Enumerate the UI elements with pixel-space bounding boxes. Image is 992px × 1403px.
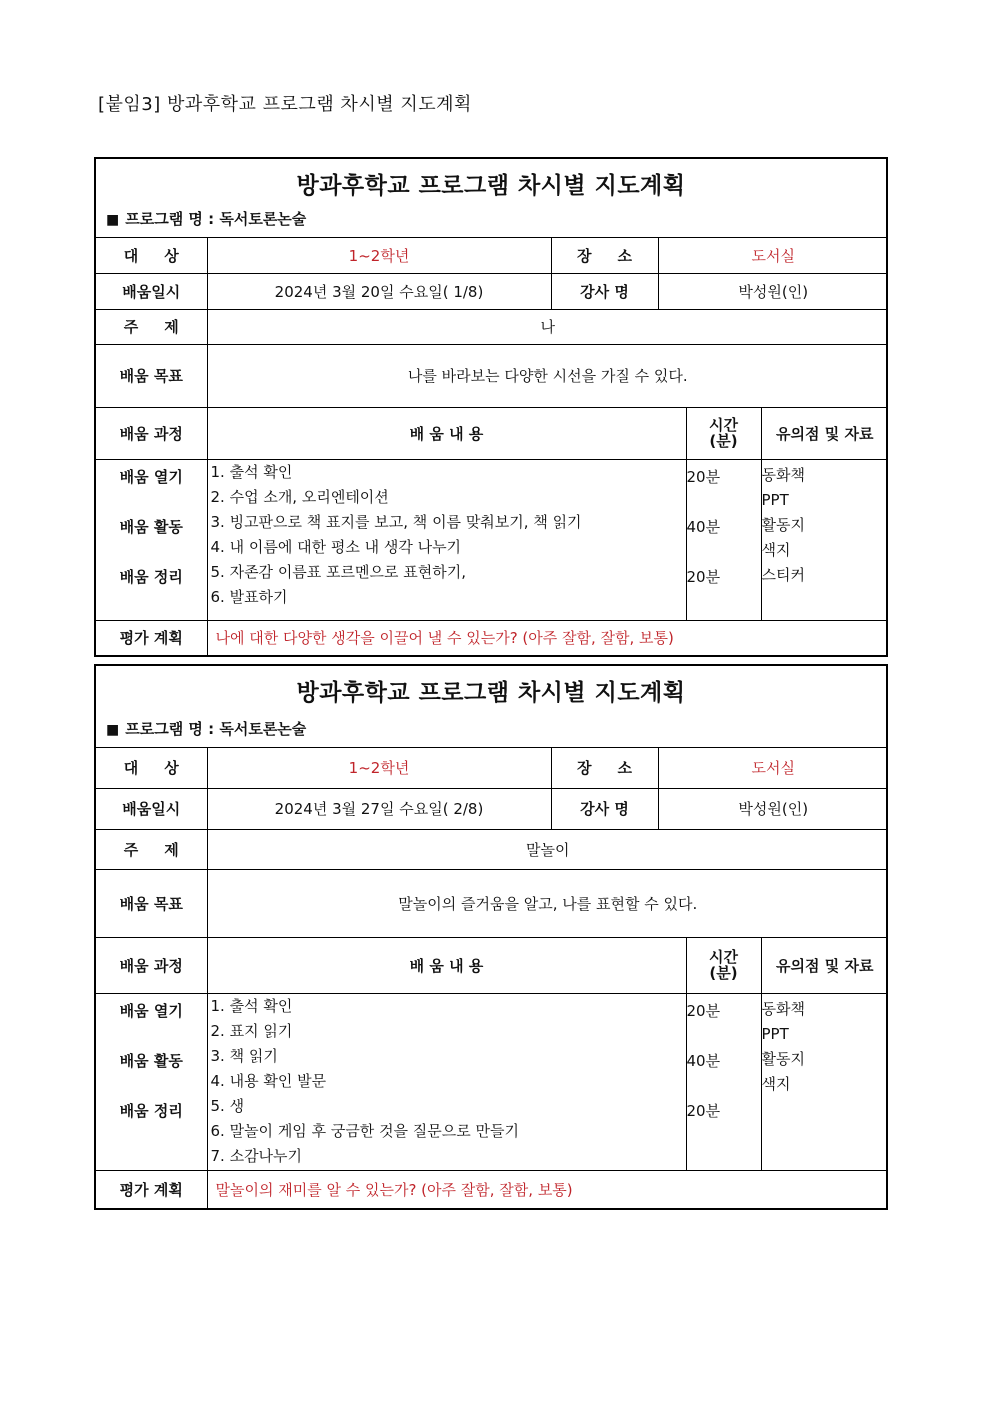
place-value: 도서실 <box>658 238 888 273</box>
goal-label: 배움 목표 <box>96 869 207 937</box>
list-item: 활동지 <box>761 515 805 534</box>
materials-cell <box>761 993 888 1170</box>
list-item: PPT <box>761 490 789 509</box>
date-value: 2024년 3월 20일 수요일( 1/8) <box>207 273 551 309</box>
list-item: 스티커 <box>761 565 805 584</box>
instructor-value: 박성원(인) <box>658 273 888 309</box>
evaluation-label: 평가 계획 <box>96 1170 207 1208</box>
goal-value: 말놀이의 즐거움을 알고, 나를 표현할 수 있다. <box>207 869 888 937</box>
content-cell <box>207 459 686 620</box>
time-value: 20분 <box>686 567 721 586</box>
list-item: 2. 표지 읽기 <box>210 1021 293 1040</box>
plan-table <box>96 748 888 1208</box>
phase-activity: 배움 활동 <box>119 1051 183 1070</box>
phase-close: 배움 정리 <box>119 567 183 586</box>
goal-label: 배움 목표 <box>96 344 207 407</box>
topic-label: 주 제 <box>96 309 207 344</box>
program-name <box>106 718 306 739</box>
topic-label: 주 제 <box>96 829 207 869</box>
list-item: 5. 자존감 이름표 포르멘으로 표현하기, <box>210 562 467 581</box>
list-item: 6. 발표하기 <box>210 587 288 606</box>
time-header: 시간 (분) <box>686 407 761 459</box>
list-item: PPT <box>761 1024 789 1043</box>
plan-header <box>96 159 886 238</box>
instructor-label: 강사 명 <box>551 273 658 309</box>
time-cell <box>686 993 761 1170</box>
time-value: 20분 <box>686 1101 721 1120</box>
list-item: 동화책 <box>761 465 805 484</box>
plan-title: 방과후학교 프로그램 차시별 지도계획 <box>296 680 686 706</box>
notes-header: 유의점 및 자료 <box>761 937 888 993</box>
list-item: 6. 말놀이 게임 후 궁금한 것을 질문으로 만들기 <box>210 1121 520 1140</box>
time-header: 시간 (분) <box>686 937 761 993</box>
process-header: 배움 과정 <box>96 407 207 459</box>
instructor-label: 강사 명 <box>551 788 658 829</box>
list-item: 4. 내 이름에 대한 평소 내 생각 나누기 <box>210 537 462 556</box>
process-cell <box>96 459 207 620</box>
phase-open: 배움 열기 <box>119 467 183 486</box>
goal-value: 나를 바라보는 다양한 시선을 가질 수 있다. <box>207 344 888 407</box>
plan-table <box>96 238 888 655</box>
place-label: 장 소 <box>551 238 658 273</box>
list-item: 색지 <box>761 1074 791 1093</box>
target-value: 1~2학년 <box>207 748 551 788</box>
list-item: 3. 책 읽기 <box>210 1046 278 1065</box>
target-label: 대 상 <box>96 238 207 273</box>
date-label: 배움일시 <box>96 788 207 829</box>
notes-header: 유의점 및 자료 <box>761 407 888 459</box>
phase-close: 배움 정리 <box>119 1101 183 1120</box>
phase-activity: 배움 활동 <box>119 517 183 536</box>
time-cell <box>686 459 761 620</box>
instructor-value: 박성원(인) <box>658 788 888 829</box>
square-bullet-icon: ■ <box>106 722 120 738</box>
time-value: 40분 <box>686 1051 721 1070</box>
place-label: 장 소 <box>551 748 658 788</box>
topic-value: 나 <box>207 309 888 344</box>
list-item: 4. 내용 확인 발문 <box>210 1071 327 1090</box>
program-label: 프로그램 명 : 독서토론논술 <box>125 720 307 738</box>
time-value: 20분 <box>686 1001 721 1020</box>
list-item: 2. 수업 소개, 오리엔테이션 <box>210 487 389 506</box>
attachment-title: [붙임3] 방과후학교 프로그램 차시별 지도계획 <box>98 94 472 115</box>
evaluation-value: 말놀이의 재미를 알 수 있는가? (아주 잘함, 잘함, 보통) <box>207 1170 888 1208</box>
content-cell <box>207 993 686 1170</box>
lesson-plan-1 <box>94 157 888 657</box>
program-name <box>106 208 306 229</box>
place-value: 도서실 <box>658 748 888 788</box>
target-label: 대 상 <box>96 748 207 788</box>
list-item: 색지 <box>761 540 791 559</box>
target-value: 1~2학년 <box>207 238 551 273</box>
plan-header <box>96 666 886 748</box>
square-bullet-icon: ■ <box>106 212 120 228</box>
content-header: 배 움 내 용 <box>207 407 686 459</box>
evaluation-value: 나에 대한 다양한 생각을 이끌어 낼 수 있는가? (아주 잘함, 잘함, 보통) <box>207 620 888 655</box>
list-item: 1. 출석 확인 <box>210 996 293 1015</box>
list-item: 7. 소감나누기 <box>210 1146 303 1165</box>
materials-cell <box>761 459 888 620</box>
list-item: 5. 생 <box>210 1096 245 1115</box>
process-header: 배움 과정 <box>96 937 207 993</box>
time-value: 40분 <box>686 517 721 536</box>
content-header: 배 움 내 용 <box>207 937 686 993</box>
program-label: 프로그램 명 : 독서토론논술 <box>125 210 307 228</box>
date-value: 2024년 3월 27일 수요일( 2/8) <box>207 788 551 829</box>
plan-title: 방과후학교 프로그램 차시별 지도계획 <box>296 173 686 199</box>
list-item: 동화책 <box>761 999 805 1018</box>
evaluation-label: 평가 계획 <box>96 620 207 655</box>
list-item: 1. 출석 확인 <box>210 462 293 481</box>
date-label: 배움일시 <box>96 273 207 309</box>
lesson-plan-2 <box>94 664 888 1210</box>
list-item: 3. 빙고판으로 책 표지를 보고, 책 이름 맞춰보기, 책 읽기 <box>210 512 582 531</box>
list-item: 활동지 <box>761 1049 805 1068</box>
process-cell <box>96 993 207 1170</box>
time-value: 20분 <box>686 467 721 486</box>
phase-open: 배움 열기 <box>119 1001 183 1020</box>
topic-value: 말놀이 <box>207 829 888 869</box>
